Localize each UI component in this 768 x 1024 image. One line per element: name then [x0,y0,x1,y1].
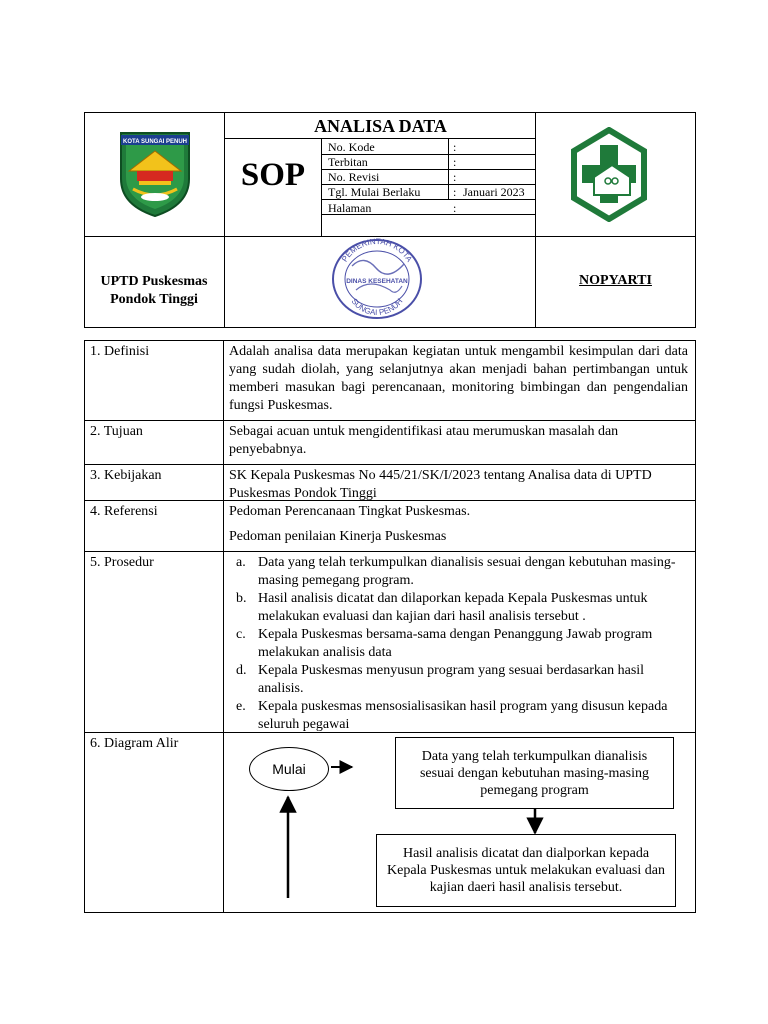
header-divider [224,112,225,328]
section-label-referensi: 4. Referensi [90,504,158,519]
stamp-middle-text: DINAS KESEHATAN [346,278,408,285]
header-divider [321,138,322,236]
stamp-top-text: PEMERINTAH KOTA [340,238,414,264]
row-divider [84,551,696,552]
flow-box: Hasil analisis dicatat dan dialporkan kepada Kepala Puskesmas untuk melakukan evaluasi dan kajian daeri hasil analisis tersebut. [376,834,676,907]
header-divider [84,236,696,237]
signatory-name: NOPYARTI [579,273,652,288]
section-text-definisi: Adalah analisa data merupakan kegiatan untuk mengambil kesimpulan dari data yang sudah diolah, yang selanjutnya akan menjadi bahan pertimbangan untuk memberi masukan bagi perencanaan, monitoring bimbingan dan pengendalian fungsi Puskesmas. [229,344,688,413]
meta-label: Terbitan [328,155,368,169]
meta-label: Tgl. Mulai Berlaku [328,185,421,199]
procedure-item: e. Kepala puskesmas mensosialisasikan hasil program yang disusun kepada seluruh pegawai [236,699,668,732]
meta-label: No. Kode [328,140,375,154]
meta-colon: : [453,201,457,215]
procedure-item: d. Kepala Puskesmas menyusun program yang sesuai berdasarkan hasil analisis. [236,663,645,696]
city-logo-text: KOTA SUNGAI PENUH [122,139,188,145]
section-text-kebijakan: SK Kepala Puskesmas No 445/21/SK/I/2023 tentang Analisa data di UPTD Puskesmas Pondok Tinggi [229,468,652,501]
row-divider [84,420,696,421]
meta-colon: : [453,140,457,154]
header-divider [535,112,536,328]
procedure-list [236,554,688,734]
row-divider [84,464,696,465]
header-divider [224,138,535,139]
document-title: ANALISA DATA [314,116,447,136]
meta-divider [321,199,535,200]
meta-value: Januari 2023 [463,185,525,199]
flow-start: Mulai [249,747,329,791]
section-label-kebijakan: 3. Kebijakan [90,468,162,483]
reference-line: Pedoman penilaian Kinerja Puskesmas [229,529,447,544]
procedure-item: c. Kepala Puskesmas bersama-sama dengan Penanggung Jawab program melakukan analisis data [236,627,653,660]
section-label-prosedur: 5. Prosedur [90,555,154,570]
stamp-bottom-text: SUNGAI PENUH [349,296,405,318]
meta-label: Halaman [328,201,372,215]
meta-colon: : [453,185,457,199]
procedure-item: b. Hasil analisis dicatat dan dilaporkan kepada Kepala Puskesmas untuk melakukan evaluasi dan kajian dari hasil analisis tersebut . [236,591,648,624]
sop-label: SOP [240,157,306,193]
official-stamp [330,238,424,320]
unit-name: UPTD Puskesmas Pondok Tinggi [100,274,208,307]
section-label-tujuan: 2. Tujuan [90,424,143,439]
puskesmas-logo [570,127,648,222]
meta-label: No. Revisi [328,170,380,184]
section-label-definisi: 1. Definisi [90,344,150,359]
city-logo [115,127,195,219]
flow-box: Data yang telah terkumpulkan dianalisis sesuai dengan kebutuhan masing-masing pemegang program [395,737,674,809]
section-text-tujuan: Sebagai acuan untuk mengidentifikasi atau merumuskan masalah dan penyebabnya. [229,424,619,457]
procedure-item: a. Data yang telah terkumpulkan dianalisis sesuai dengan kebutuhan masing-masing pemegang program. [236,555,676,588]
section-label-diagram-alir: 6. Diagram Alir [90,736,179,751]
meta-colon: : [453,155,457,169]
meta-colon: : [453,170,457,184]
reference-line: Pedoman Perencanaan Tingkat Puskesmas. [229,504,471,519]
